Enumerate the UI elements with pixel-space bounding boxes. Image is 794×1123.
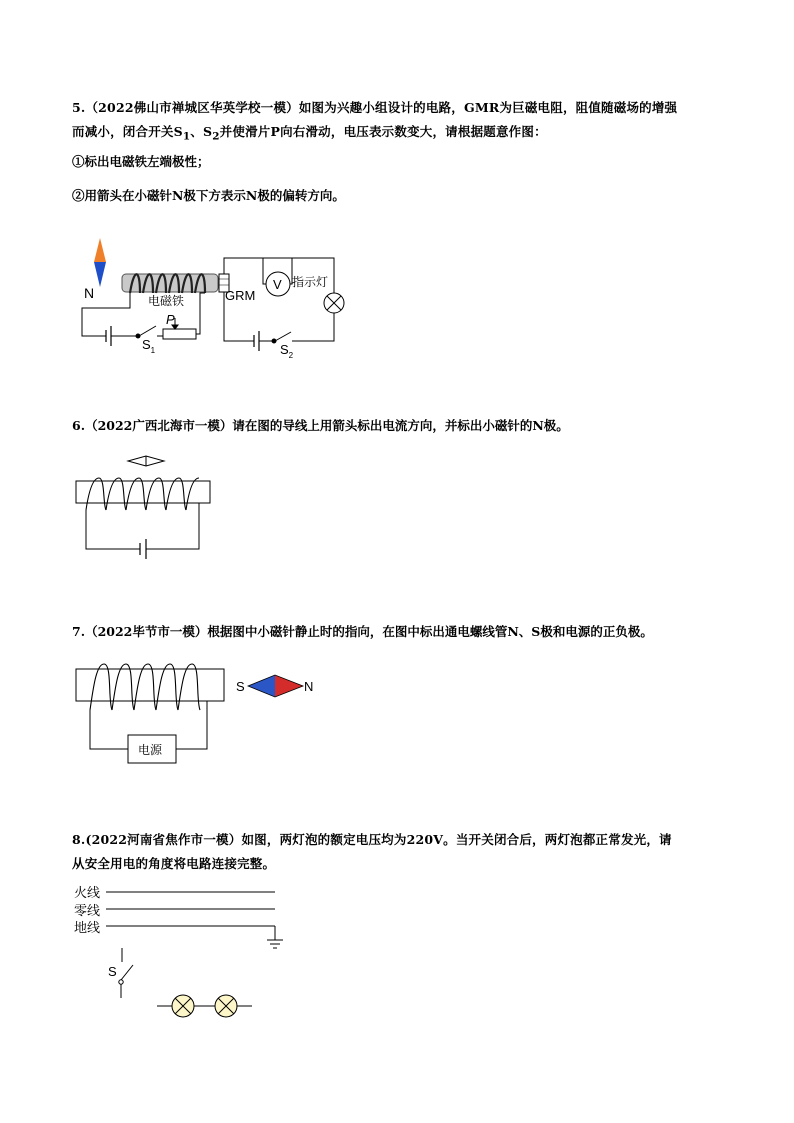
gmr-label: GRM <box>225 288 256 303</box>
needle-bottom <box>94 262 106 287</box>
needle-top <box>94 238 106 262</box>
q7-power-label: 电源 <box>138 743 163 757</box>
q8-text <box>72 828 724 876</box>
q7-body: 根据图中小磁针静止时的指向，在图中标出通电螺线管N、S极和电源的正负极。 <box>207 624 653 639</box>
q6-number: 6. <box>72 418 86 433</box>
q7-needle-s <box>248 675 275 697</box>
q8-switch-label: S <box>108 964 117 979</box>
q6-body: 请在图的导线上用箭头标出电流方向，并标出小磁针的N极。 <box>232 418 569 433</box>
q5-number: 5. <box>72 100 86 115</box>
q5-line1: 如图为兴趣小组设计的电路，GMR为巨磁电阻，阻值随磁场的增强 <box>298 100 678 115</box>
q5-line2-pre: 而减小，闭合开关S <box>72 124 183 139</box>
voltmeter-label: V <box>273 277 282 292</box>
q7-n-label: N <box>304 679 314 694</box>
q8-switch-pivot <box>119 980 123 984</box>
ground-wire-label: 地线 <box>74 920 101 935</box>
q5-figure <box>82 238 344 360</box>
q6-source: （2022广西北海市一模） <box>85 418 233 433</box>
q5-item1: ①标出电磁铁左端极性； <box>72 154 210 169</box>
q5-source: （2022佛山市禅城区华英学校一模） <box>85 100 299 115</box>
q8-source: (2022河南省焦作市一模） <box>85 832 242 847</box>
q5-sub2: 2 <box>212 130 220 143</box>
slider-p-label: P <box>166 312 175 327</box>
q5-line2-mid: 、S <box>190 124 213 139</box>
live-wire-label: 火线 <box>74 885 101 900</box>
q7-text <box>72 622 653 640</box>
q7-source: （2022毕节市一模） <box>85 624 208 639</box>
q5-item2: ②用箭头在小磁针N极下方表示N极的偏转方向。 <box>72 188 345 203</box>
q7-solenoid-core <box>76 669 224 701</box>
electromagnet-label: 电磁铁 <box>148 294 185 308</box>
q7-s-label: S <box>236 679 245 694</box>
q8-line2: 从安全用电的角度将电路连接完整。 <box>72 856 276 871</box>
needle-n-label: N <box>84 285 95 301</box>
q8-number: 8. <box>72 832 86 847</box>
indicator-label: 指示灯 <box>292 275 329 289</box>
q5-line2-post: 并使滑片P向右滑动，电压表示数变大，请根据题意作图： <box>219 124 547 139</box>
switch2-label: $S_2$ <box>280 342 294 360</box>
q8-figure <box>74 885 283 1017</box>
q6-text <box>72 416 569 434</box>
q5-sub1: 1 <box>182 130 191 143</box>
q6-figure <box>76 456 210 559</box>
q7-needle-n <box>275 675 303 697</box>
rheostat <box>163 329 196 339</box>
q7-number: 7. <box>72 624 86 639</box>
switch1-label: $S_1$ <box>142 337 156 355</box>
q8-line1: 如图，两灯泡的额定电压均为220V。当开关闭合后，两灯泡都正常发光，请 <box>241 832 672 847</box>
neutral-wire-label: 零线 <box>74 903 101 918</box>
q7-figure <box>76 664 313 763</box>
